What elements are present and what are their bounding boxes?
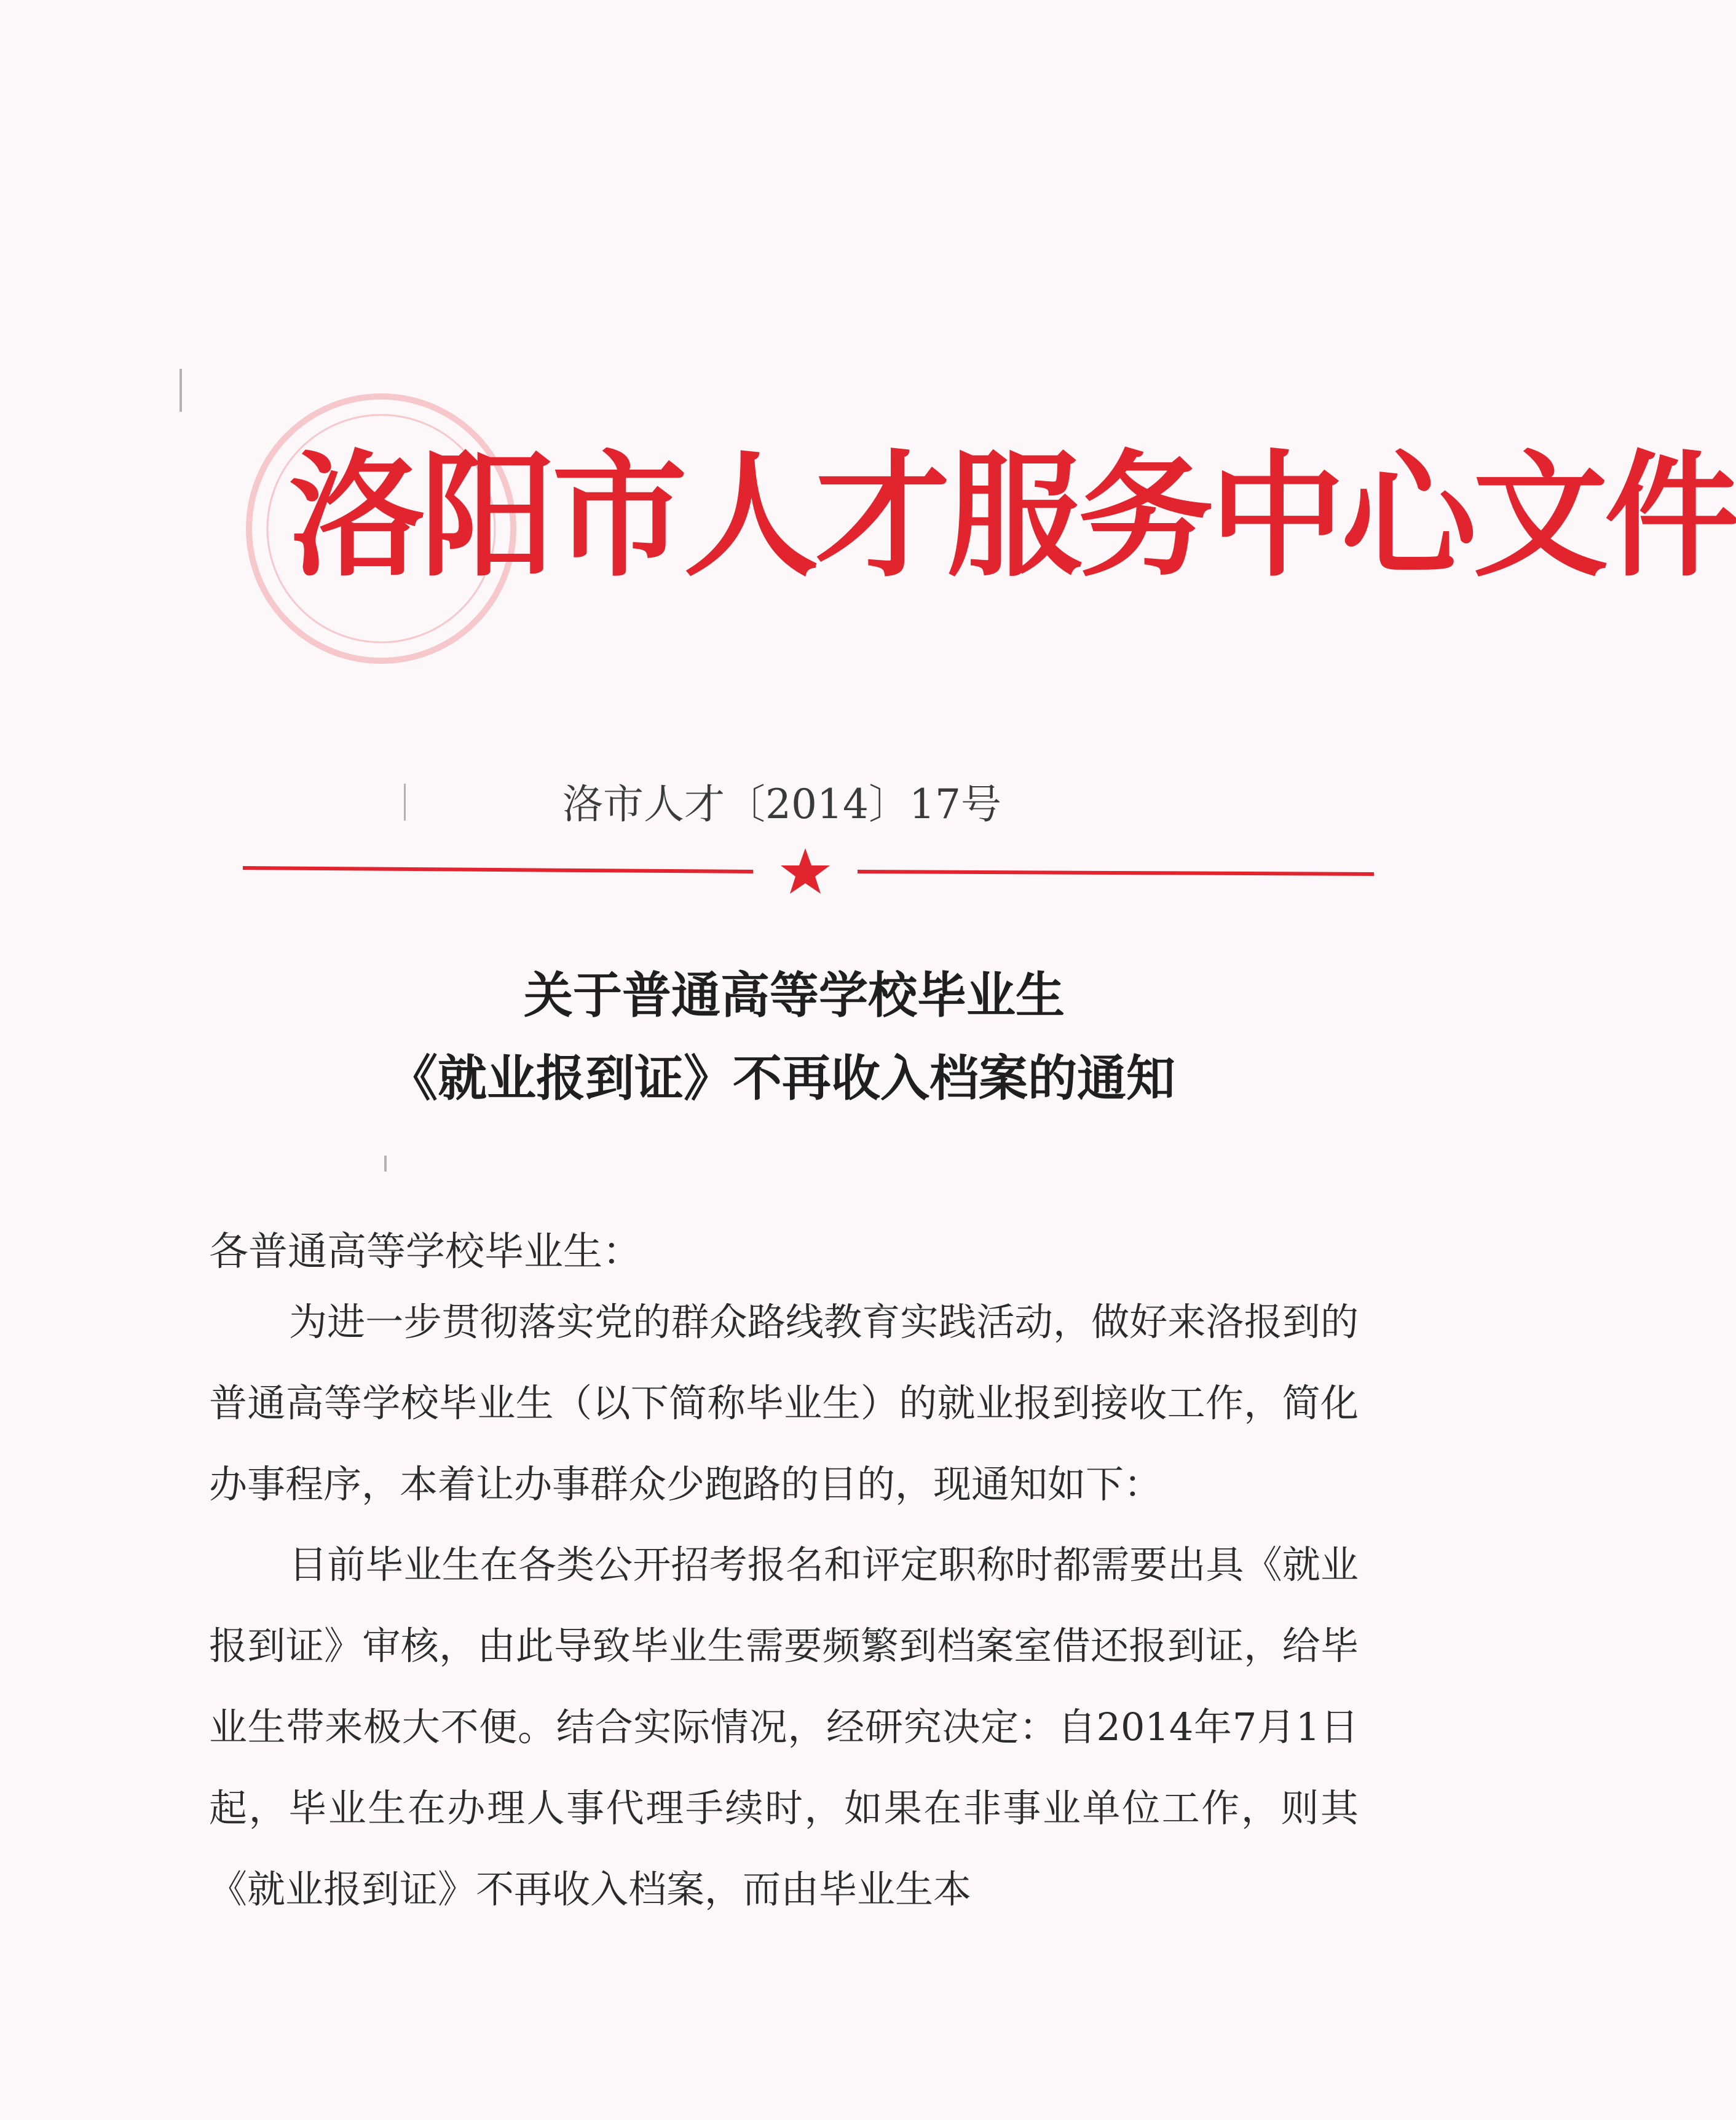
red-divider (243, 847, 1374, 896)
red-star-icon (781, 848, 830, 894)
notice-title-line2: 《就业报到证》不再收入档案的通知 (389, 1049, 1175, 1107)
scan-mark (180, 369, 182, 412)
org-header-title: 洛阳市人才服务中心文件 (289, 438, 1736, 595)
scan-mark (404, 784, 406, 821)
body-paragraph-2: 目前毕业生在各类公开招考报名和评定职称时都需要出具《就业报到证》审核，由此导致毕业生需要频繁到档案室借还报到证，给毕业生带来极大不便。结合实际情况，经研究决定：自2014年7月1日起，毕业生在办理人事代理手续时，如果在非事业单位工作，则其《就业报到证》不再收入档案，而由毕业生本 (209, 1542, 1359, 1912)
salutation: 各普通高等学校毕业生： (209, 1229, 642, 1275)
scan-mark (384, 1156, 387, 1172)
document-number: 洛市人才〔2014〕17号 (562, 781, 1001, 828)
body-paragraph-1: 为进一步贯彻落实党的群众路线教育实践活动，做好来洛报到的普通高等学校毕业生（以下简称毕业生）的就业报到接收工作，简化办事程序，本着让办事群众少跑路的目的，现通知如下： (209, 1299, 1359, 1507)
notice-title-line1: 关于普通高等学校毕业生 (524, 966, 1065, 1024)
